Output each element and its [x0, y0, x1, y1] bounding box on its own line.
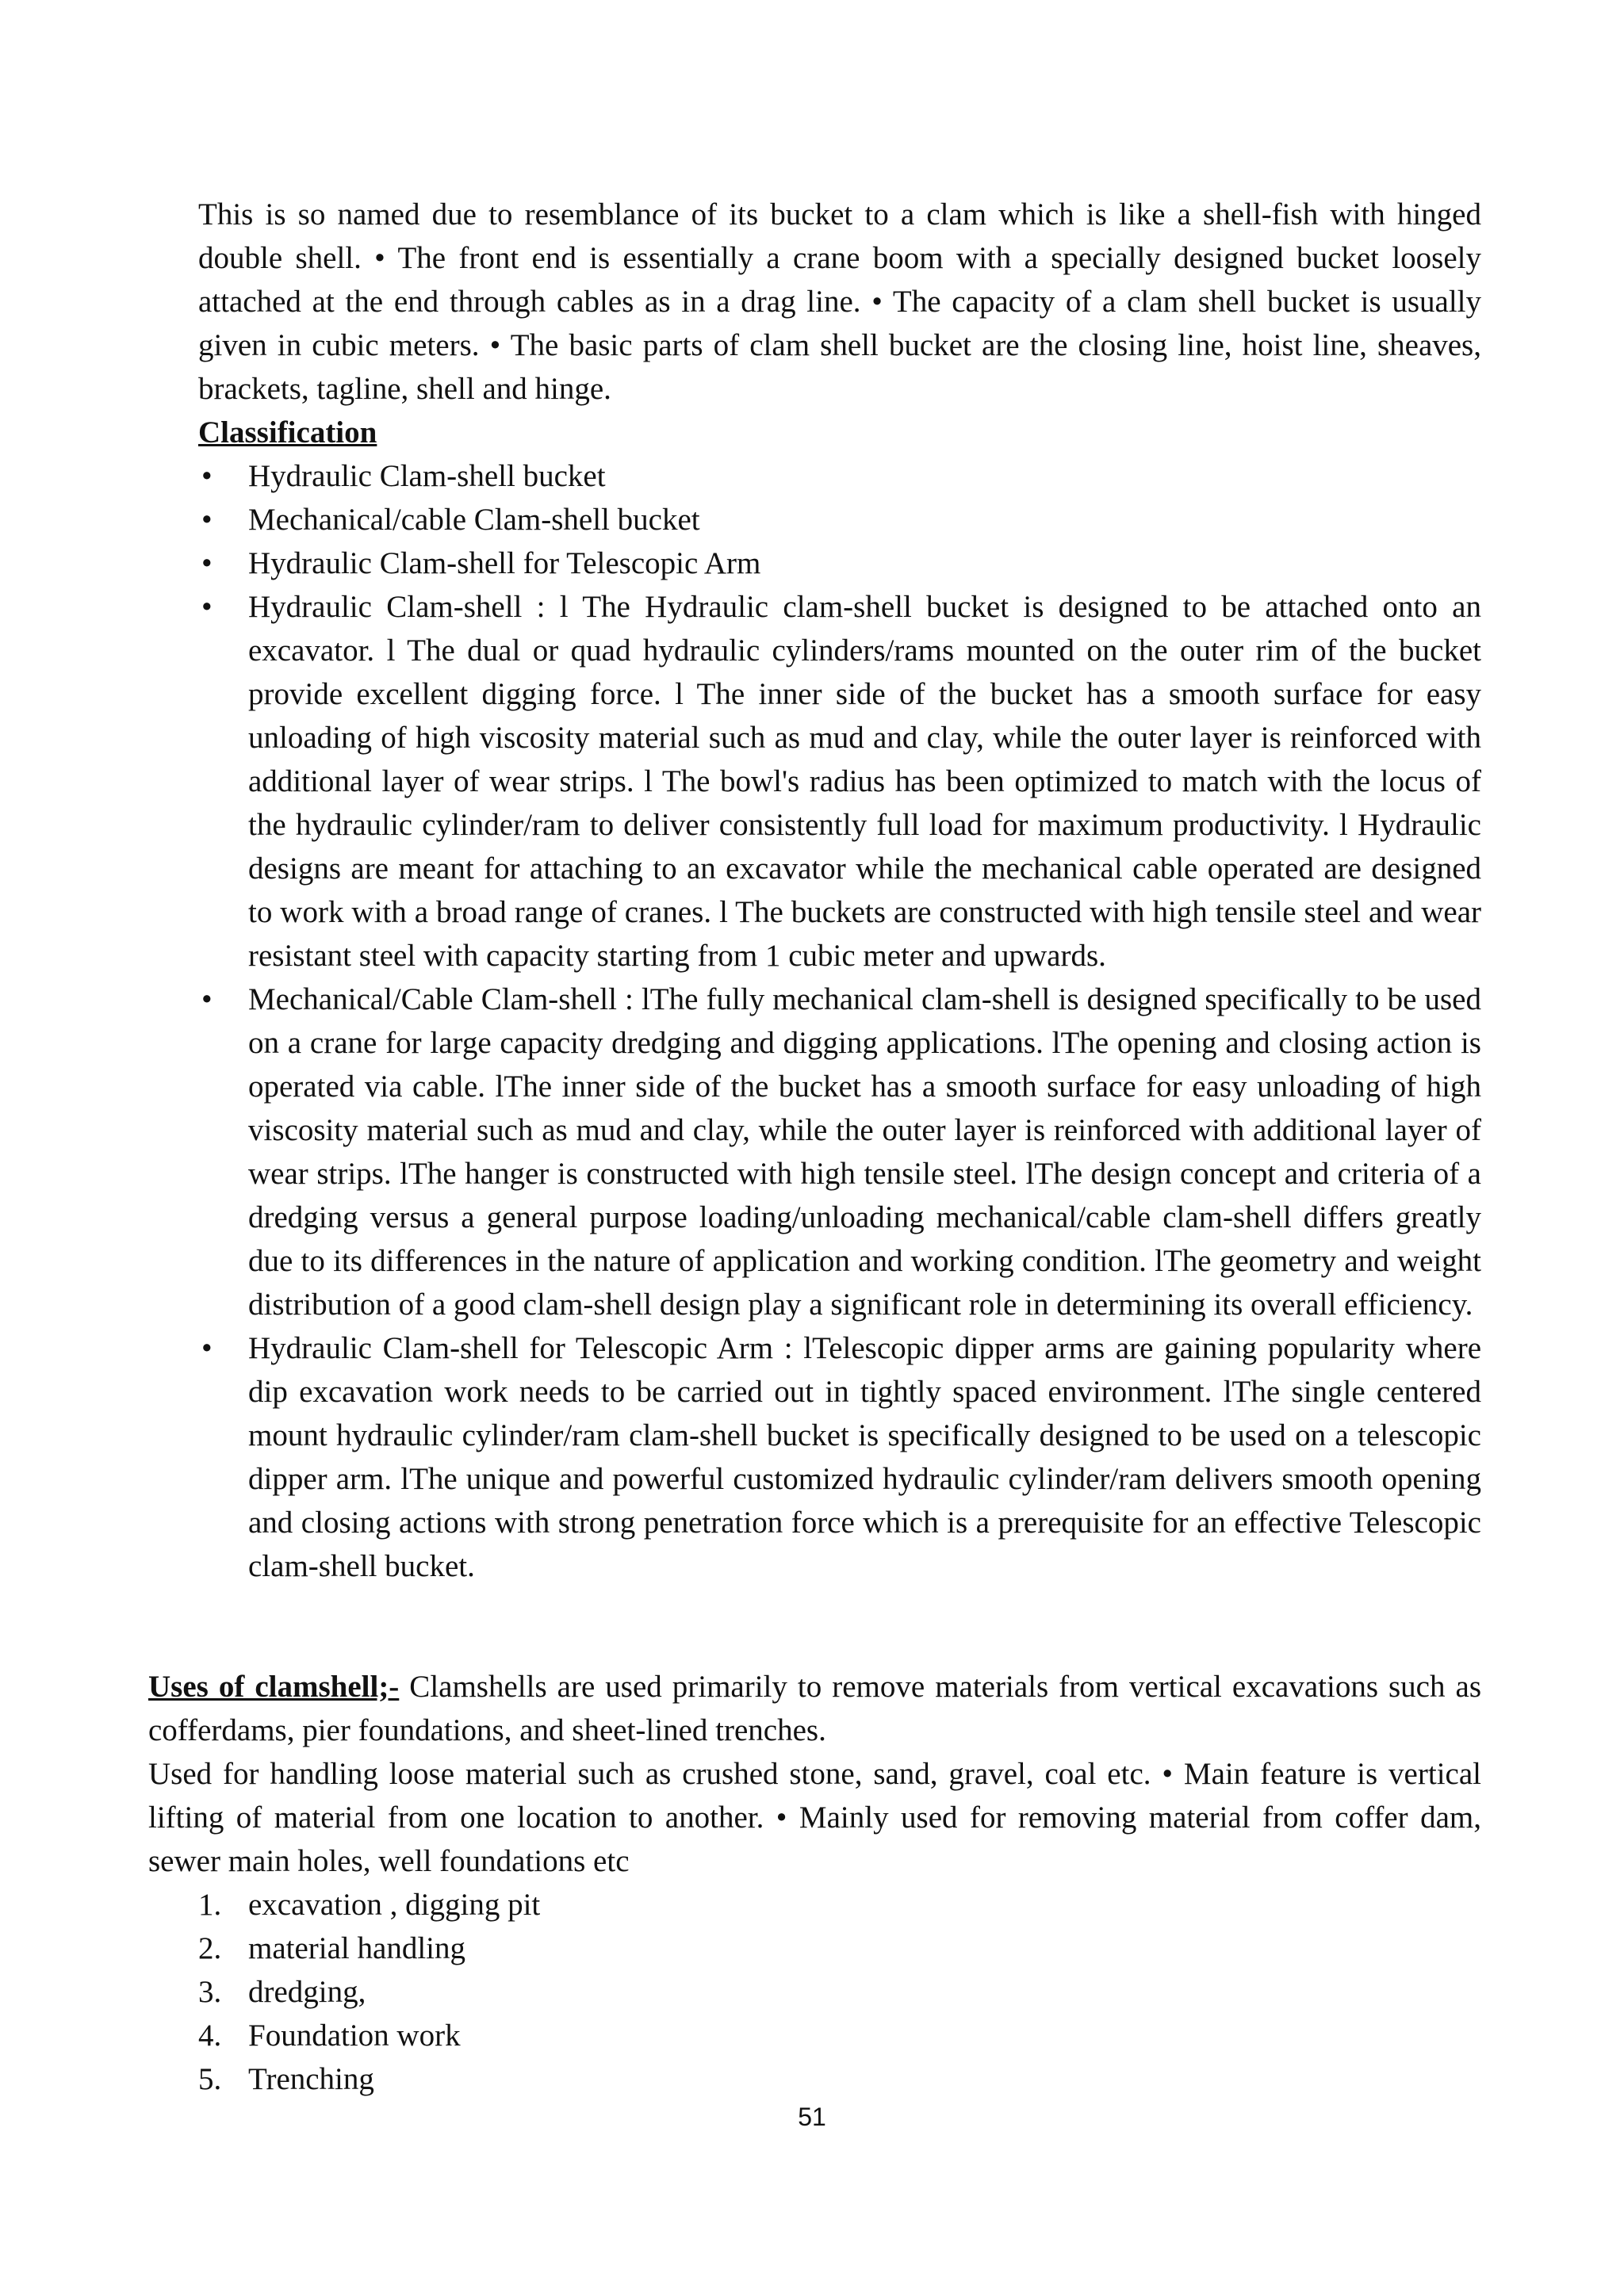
bullet-marker: •	[201, 546, 213, 580]
bullet-marker: •	[201, 590, 213, 624]
list-item-text: Hydraulic Clam-shell for Telescopic Arm : lTelescopic dipper arms are gaining popularity where dip excavation work needs to be carried out in tightly spaced environment. lThe single centered mount hydraulic cylinder/ram clam-shell bucket is specifically designed to be used on a telescopic dipper arm. lThe unique and powerful customized hydraulic cylinder/ram delivers smooth opening and closing actions with strong penetration force which is a prerequisite for an effective Telescopic clam-shell bucket.	[248, 1331, 1481, 1583]
list-item	[198, 1927, 540, 1970]
list-item	[198, 498, 1481, 541]
list-item-text: Hydraulic Clam-shell : l The Hydraulic clam-shell bucket is designed to be attached onto an excavator. l The dual or quad hydraulic cylinders/rams mounted on the outer rim of the bucket provide excellent digging force. l The inner side of the bucket has a smooth surface for easy unloading of high viscosity material such as mud and clay, while the outer layer is reinforced with additional layer of wear strips. l The bowl's radius has been optimized to match with the locus of the hydraulic cylinder/ram to deliver consistently full load for maximum productivity. l Hydraulic designs are meant for attaching to an excavator while the mechanical cable operated are designed to work with a broad range of cranes. l The buckets are constructed with high tensile steel and wear resistant steel with capacity starting from 1 cubic meter and upwards.	[248, 590, 1481, 973]
bullet-marker: •	[201, 1331, 213, 1365]
list-number: 3.	[198, 1975, 222, 2009]
list-item-text: Hydraulic Clam-shell for Telescopic Arm	[248, 546, 761, 580]
list-item	[198, 454, 1481, 498]
bullet-marker: •	[201, 459, 213, 493]
list-number: 4.	[198, 2019, 222, 2053]
uses-list	[198, 1883, 540, 2101]
uses-label: Uses of clamshell;-	[148, 1670, 400, 1704]
uses-text: Clamshells are used primarily to remove materials from vertical excavations such as cofferdams, pier foundations, and sheet-lined trenches.	[148, 1670, 1481, 1747]
list-item	[198, 1970, 540, 2014]
uses-detail-paragraph: Used for handling loose material such as crushed stone, sand, gravel, coal etc. • Main feature is vertical lifting of material from one location to another. • Mainly used for removing material from coffer dam, sewer main holes, well foundations etc	[148, 1757, 1481, 1878]
list-item	[198, 2014, 540, 2057]
list-item	[198, 2057, 540, 2101]
list-item	[198, 978, 1481, 1326]
list-number: 1.	[198, 1888, 222, 1922]
intro-paragraph: This is so named due to resemblance of its bucket to a clam which is like a shell-fish with hinged double shell. • The front end is essentially a crane boom with a specially designed bucket loosely attached at the end through cables as in a drag line. • The capacity of a clam shell bucket is usually given in cubic meters. • The basic parts of clam shell bucket are the closing line, hoist line, sheaves, brackets, tagline, shell and hinge.	[198, 197, 1481, 406]
list-item-text: Foundation work	[248, 2019, 461, 2053]
page-number: 51	[798, 2103, 826, 2131]
bullet-marker: •	[201, 503, 213, 537]
uses-paragraph	[148, 1665, 1481, 1752]
list-number: 5.	[198, 2062, 222, 2096]
list-item	[198, 1326, 1481, 1588]
list-item-text: material handling	[248, 1931, 465, 1965]
list-item-text: Trenching	[248, 2062, 374, 2096]
bullet-marker: •	[201, 982, 213, 1016]
list-item	[198, 1883, 540, 1927]
list-number: 2.	[198, 1931, 222, 1965]
list-item-text: Mechanical/cable Clam-shell bucket	[248, 503, 700, 537]
list-item-text: Hydraulic Clam-shell bucket	[248, 459, 606, 493]
list-item	[198, 585, 1481, 978]
list-item	[198, 541, 1481, 585]
classification-heading: Classification	[198, 415, 377, 450]
list-item-text: dredging,	[248, 1975, 366, 2009]
classification-list	[198, 454, 1481, 1588]
list-item-text: excavation , digging pit	[248, 1888, 541, 1922]
list-item-text: Mechanical/Cable Clam-shell : lThe fully mechanical clam-shell is designed specifically to be used on a crane for large capacity dredging and digging applications. lThe opening and closing action is operated via cable. lThe inner side of the bucket has a smooth surface for easy unloading of high viscosity material such as mud and clay, while the outer layer is reinforced with additional layer of wear strips. lThe hanger is constructed with high tensile steel. lThe design concept and criteria of a dredging versus a general purpose loading/unloading mechanical/cable clam-shell differs greatly due to its differences in the nature of application and working condition. lThe geometry and weight distribution of a good clam-shell design play a significant role in determining its overall efficiency.	[248, 982, 1481, 1322]
